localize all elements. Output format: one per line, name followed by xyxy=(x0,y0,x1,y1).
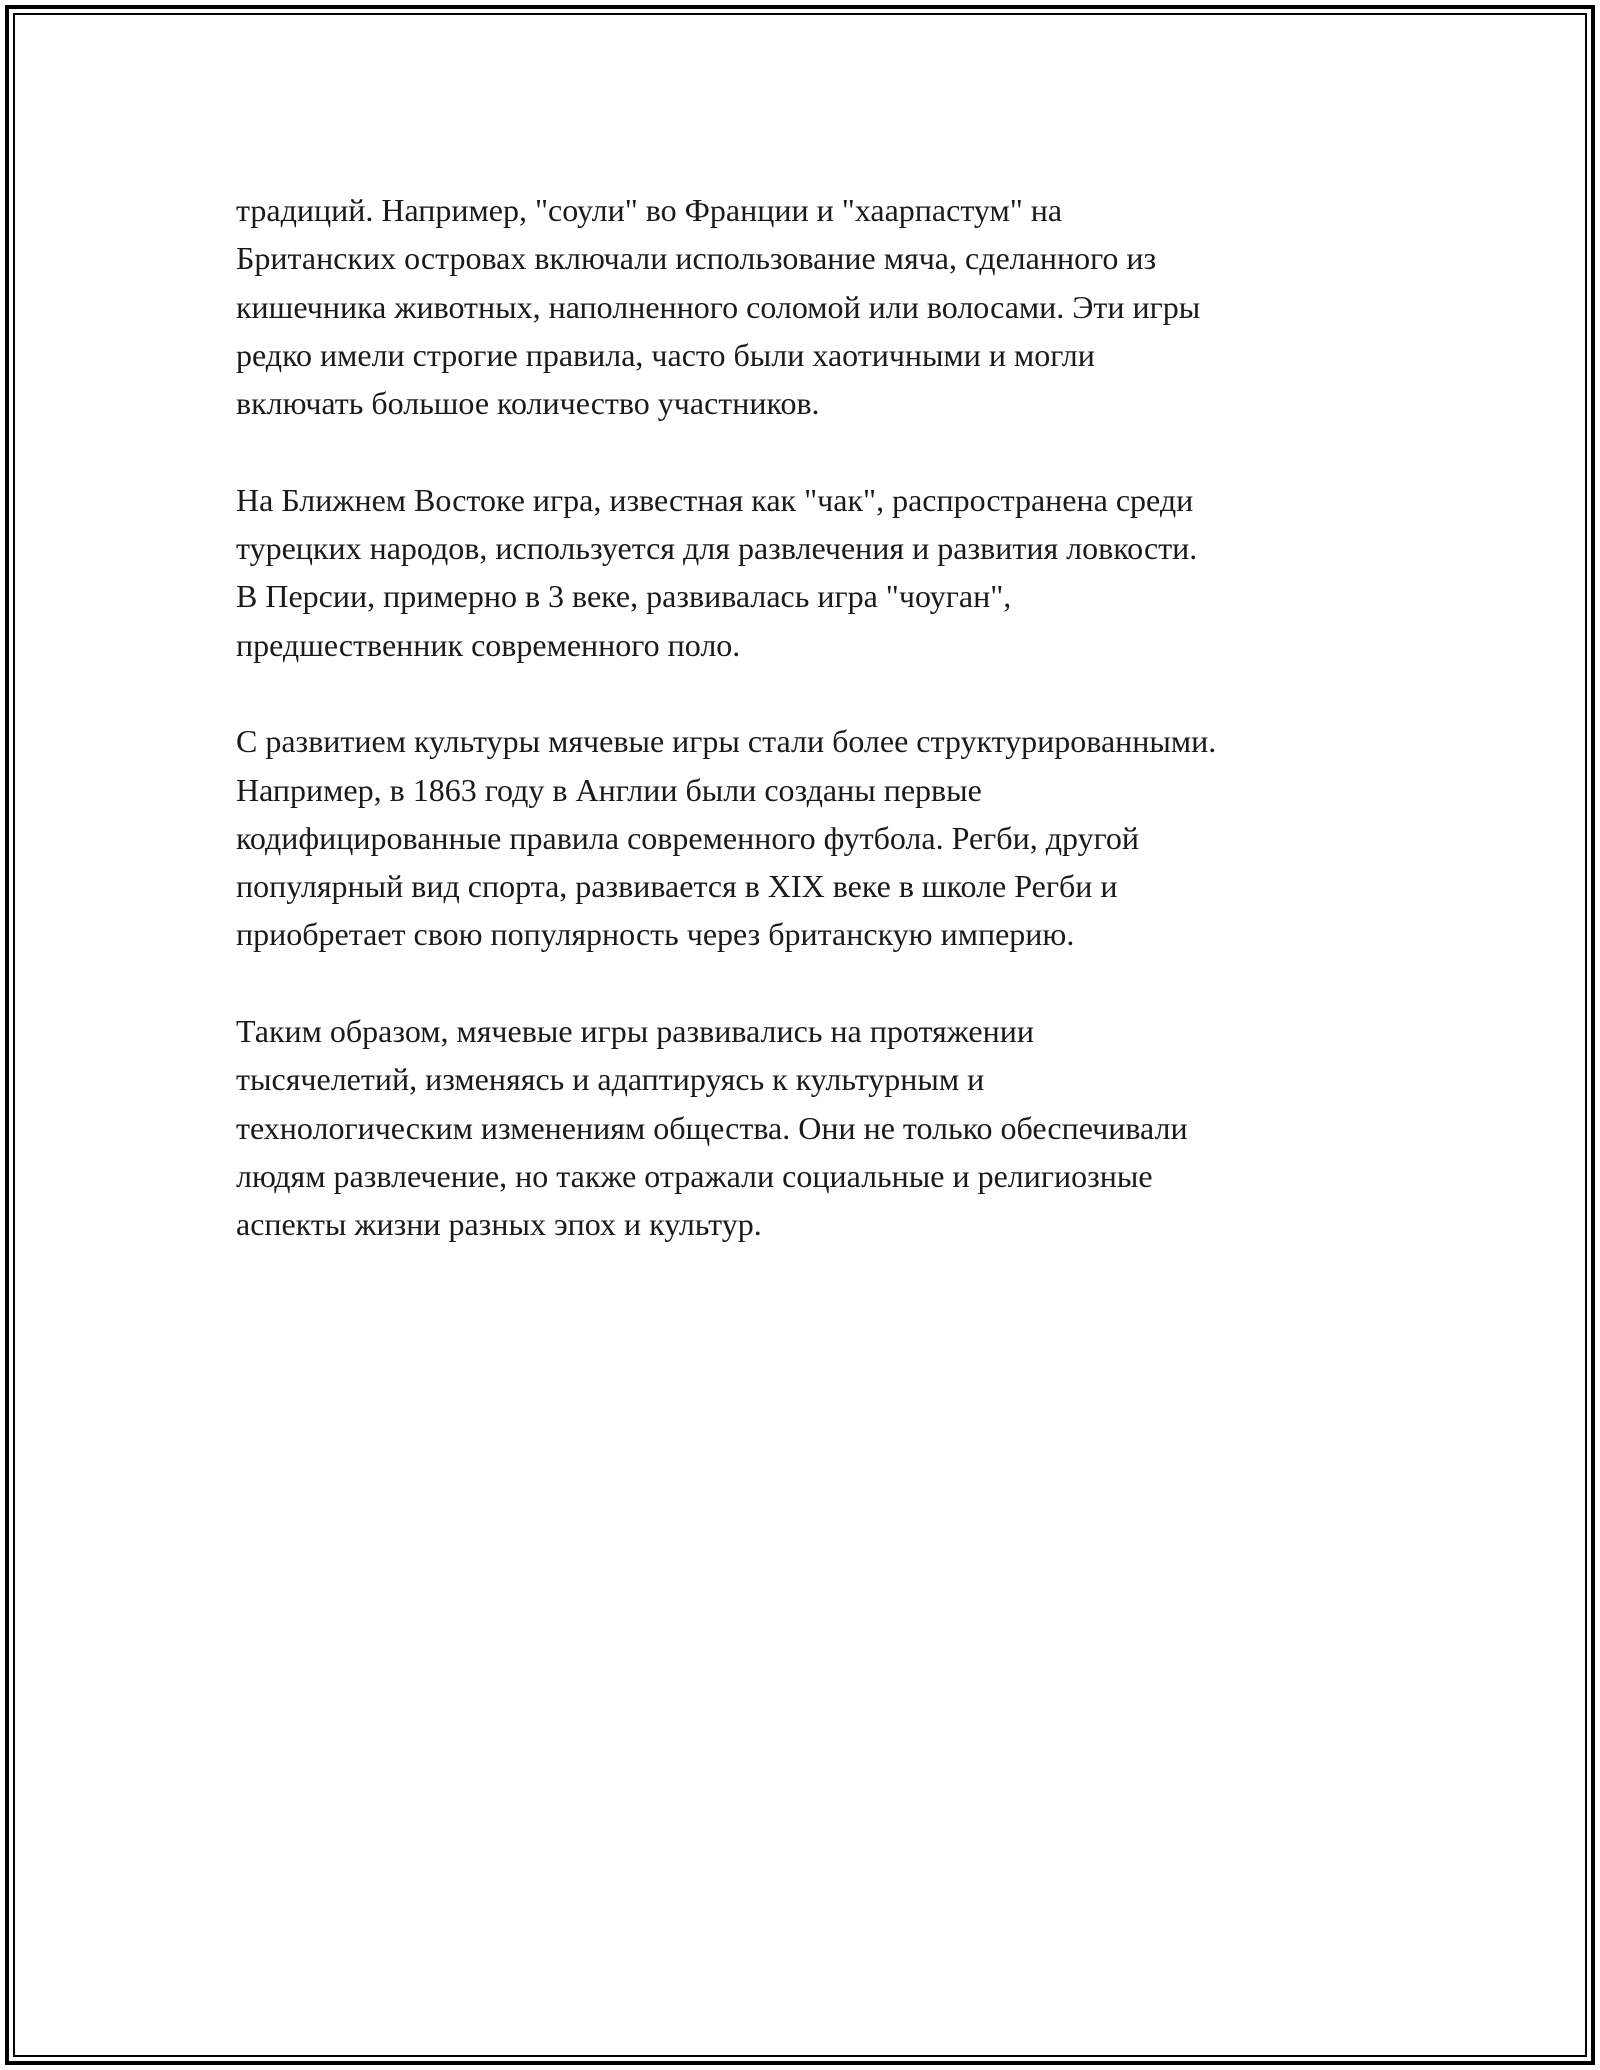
text-line: турецких народов, используется для развлечения и развития ловкости. xyxy=(236,530,1198,567)
text-line: Таким образом, мячевые игры развивались на протяжении xyxy=(236,1013,1034,1050)
paragraph-4 xyxy=(236,1007,1396,1248)
text-line: традиций. Например, "соули" во Франции и "хаарпастум" на xyxy=(236,192,1063,228)
paragraph-3 xyxy=(236,717,1396,958)
text-line: аспекты жизни разных эпох и культур. xyxy=(236,1206,762,1243)
text-line: кишечника животных, наполненного соломой или волосами. Эти игры xyxy=(236,288,1201,325)
text-line: популярный вид спорта, развивается в XIX веке в школе Регби и xyxy=(236,868,1118,905)
text-line: включать большое количество участников. xyxy=(236,385,820,422)
text-line: В Персии, примерно в 3 веке, развивалась игра "чоуган", xyxy=(236,578,1012,615)
text-line: предшественник современного поло. xyxy=(236,626,741,663)
text-line: тысячелетий, изменяясь и адаптируясь к культурным и xyxy=(236,1061,985,1098)
paragraph-2 xyxy=(236,476,1396,669)
document-body xyxy=(236,186,1396,1297)
text-line: Британских островах включали использование мяча, сделанного из xyxy=(236,240,1157,277)
text-line: На Ближнем Востоке игра, известная как "чак", распространена среди xyxy=(236,481,1194,518)
text-line: кодифицированные правила современного футбола. Регби, другой xyxy=(236,819,1140,856)
text-line: С развитием культуры мячевые игры стали более структурированными. xyxy=(236,723,1217,760)
text-line: Например, в 1863 году в Англии были созданы первые xyxy=(236,771,982,808)
text-line: технологическим изменениям общества. Они не только обеспечивали xyxy=(236,1109,1188,1146)
text-line: приобретает свою популярность через британскую империю. xyxy=(236,916,1075,953)
text-line: людям развлечение, но также отражали социальные и религиозные xyxy=(236,1157,1153,1194)
text-line: редко имели строгие правила, часто были хаотичными и могли xyxy=(236,336,1095,373)
paragraph-1 xyxy=(236,186,1396,427)
